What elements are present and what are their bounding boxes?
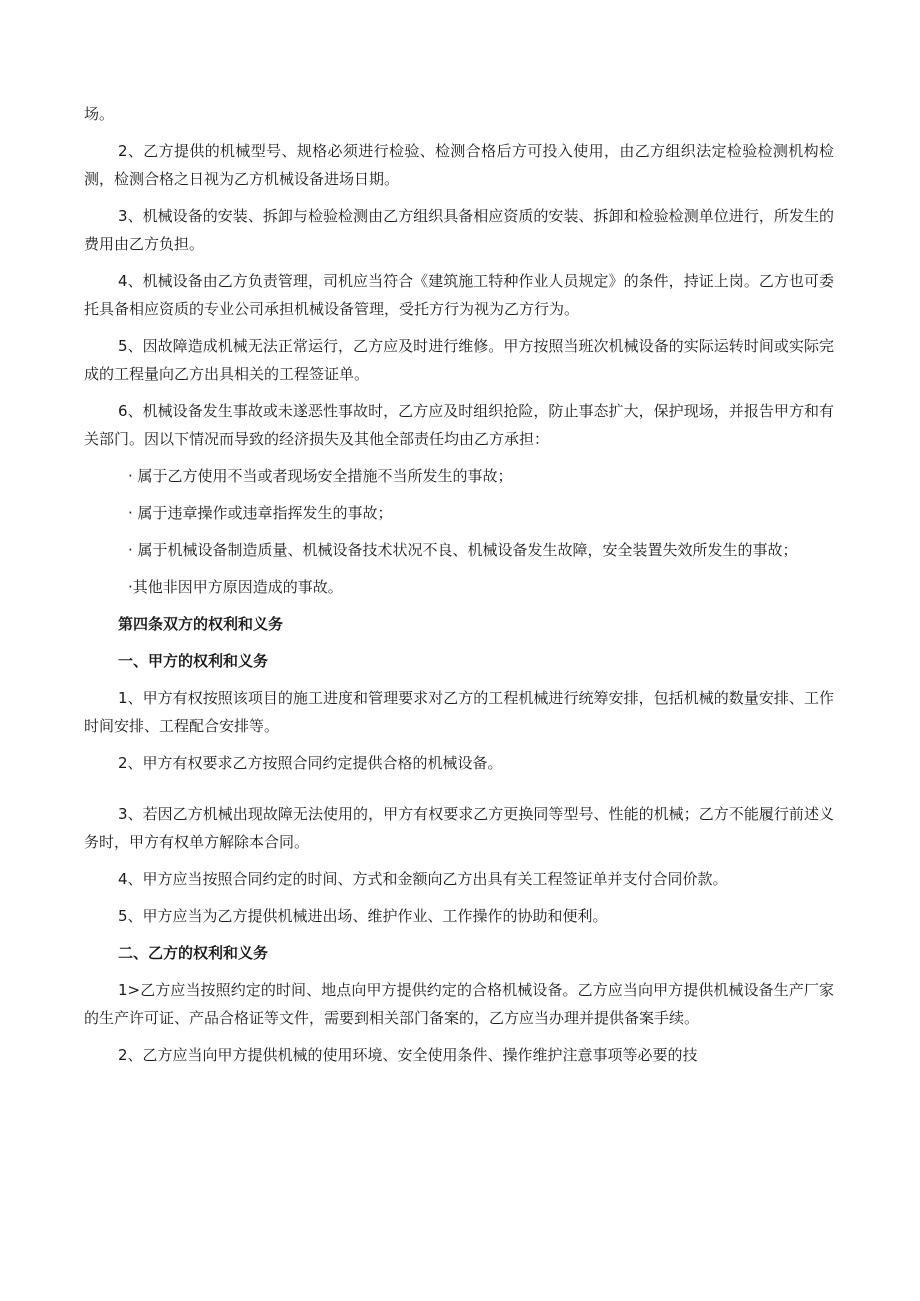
paragraph-continuation: 场。 — [84, 105, 115, 123]
party-b-item-1: 1>乙方应当按照约定的时间、地点向甲方提供约定的合格机械设备。乙方应当向甲方提供机械设备生产厂家的生产许可证、产品合格证等文件，需要到相关部门备案的，乙方应当办理并提供备案手续。 — [84, 981, 834, 1027]
section-heading-party-a: 一、甲方的权利和义务 — [118, 652, 269, 670]
bullet-item-2: · 属于违章操作或违章指挥发生的事故； — [128, 504, 393, 522]
section-heading-party-b: 二、乙方的权利和义务 — [118, 944, 269, 962]
paragraph-item-4: 4、机械设备由乙方负责管理，司机应当符合《建筑施工特种作业人员规定》的条件，持证上岗。乙方也可委托具备相应资质的专业公司承担机械设备管理，受托方行为视为乙方行为。 — [84, 272, 834, 318]
party-a-item-4: 4、甲方应当按照合同约定的时间、方式和金额向乙方出具有关工程签证单并支付合同价款。 — [118, 870, 728, 888]
bullet-item-4: ·其他非因甲方原因造成的事故。 — [128, 578, 343, 596]
document-page — [84, 100, 834, 1078]
bullet-item-1: · 属于乙方使用不当或者现场安全措施不当所发生的事故； — [128, 467, 513, 485]
party-a-item-2: 2、甲方有权要求乙方按照合同约定提供合格的机械设备。 — [118, 754, 503, 772]
party-a-item-5: 5、甲方应当为乙方提供机械进出场、维护作业、工作操作的协助和便利。 — [118, 907, 608, 925]
party-a-item-1: 1、甲方有权按照该项目的施工进度和管理要求对乙方的工程机械进行统筹安排，包括机械的数量安排、工作时间安排、工程配合安排等。 — [84, 689, 834, 735]
paragraph-item-3: 3、机械设备的安装、拆卸与检验检测由乙方组织具备相应资质的安装、拆卸和检验检测单位进行，所发生的费用由乙方负担。 — [84, 207, 834, 253]
bullet-item-3: · 属于机械设备制造质量、机械设备技术状况不良、机械设备发生故障，安全装置失效所发生的事故； — [128, 541, 798, 559]
article-heading: 第四条双方的权利和义务 — [118, 615, 284, 633]
paragraph-item-2: 2、乙方提供的机械型号、规格必须进行检验、检测合格后方可投入使用，由乙方组织法定检验检测机构检测，检测合格之日视为乙方机械设备进场日期。 — [84, 142, 834, 188]
spacer — [84, 786, 834, 800]
party-a-item-3: 3、若因乙方机械出现故障无法使用的，甲方有权要求乙方更换同等型号、性能的机械；乙方不能履行前述义务时，甲方有权单方解除本合同。 — [84, 805, 834, 851]
party-b-item-2: 2、乙方应当向甲方提供机械的使用环境、安全使用条件、操作维护注意事项等必要的技 — [118, 1046, 698, 1064]
paragraph-item-6: 6、机械设备发生事故或未遂恶性事故时，乙方应及时组织抢险，防止事态扩大，保护现场，并报告甲方和有关部门。因以下情况而导致的经济损失及其他全部责任均由乙方承担： — [84, 402, 834, 448]
paragraph-item-5: 5、因故障造成机械无法正常运行，乙方应及时进行维修。甲方按照当班次机械设备的实际运转时间或实际完成的工程量向乙方出具相关的工程签证单。 — [84, 337, 834, 383]
